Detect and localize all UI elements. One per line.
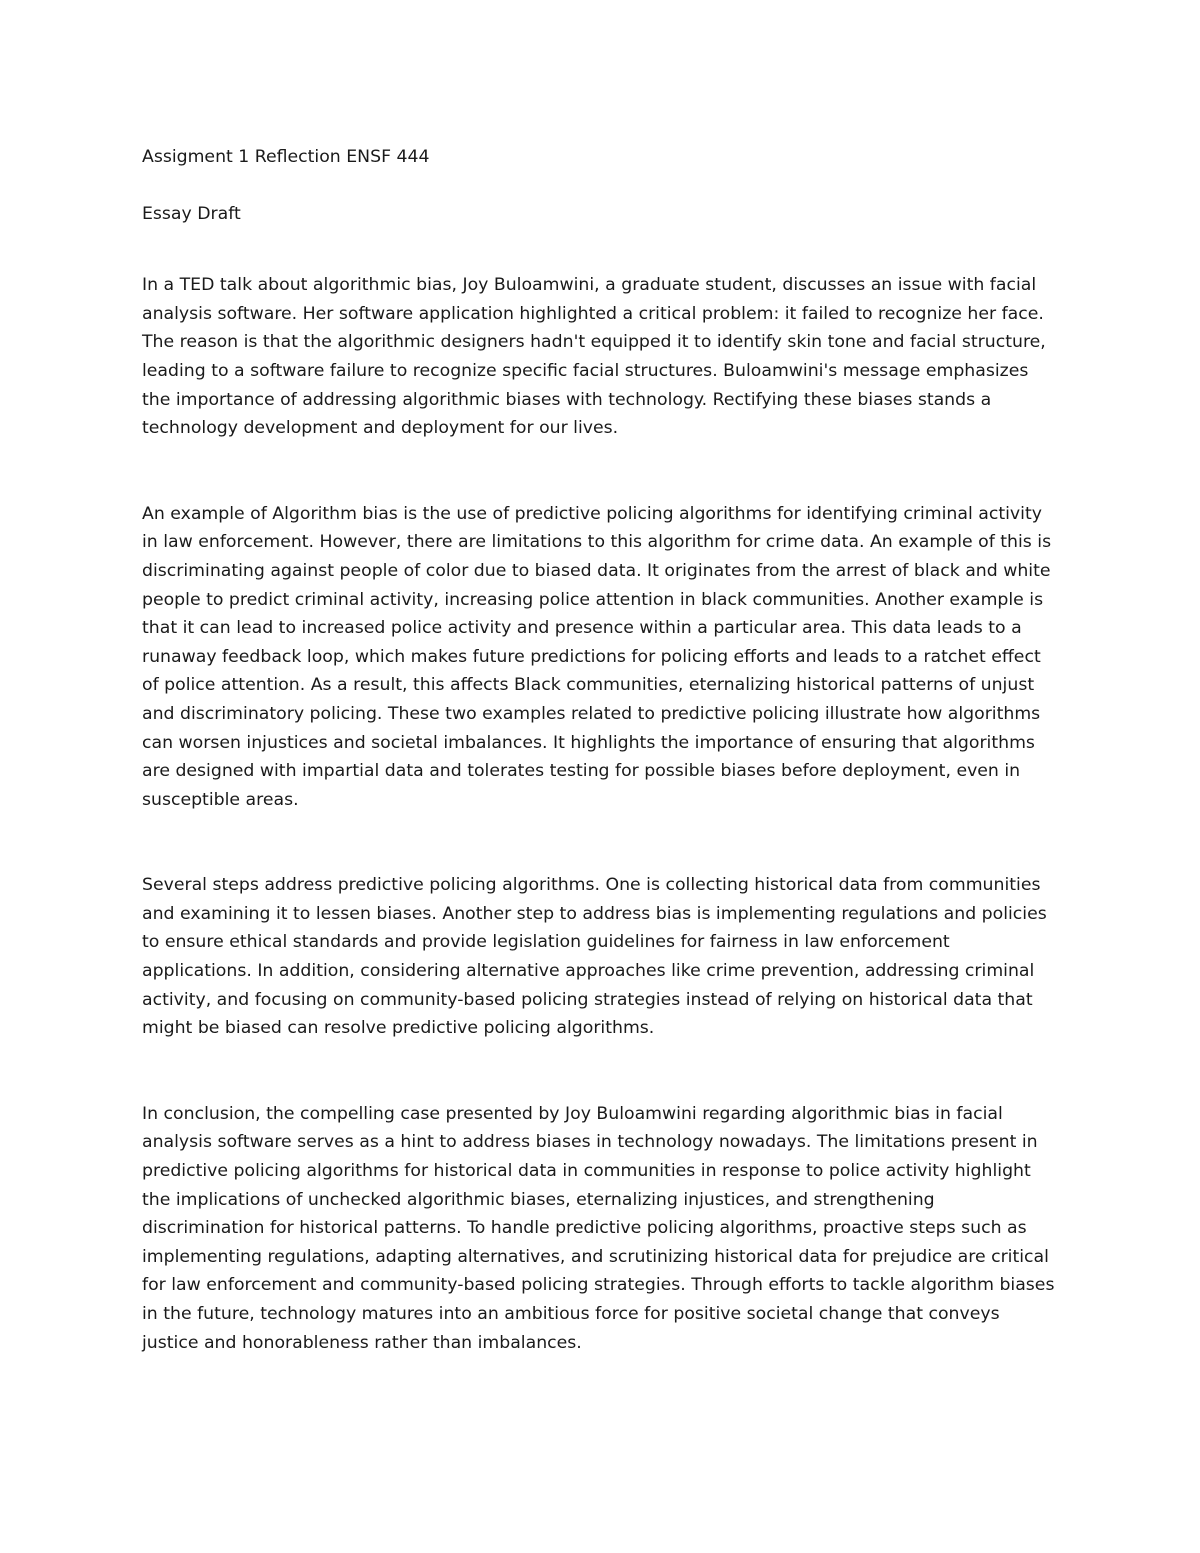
paragraph-line: and examining it to lessen biases. Another step to address bias is implementing regulations and policies	[142, 903, 1047, 924]
paragraph-line: the importance of addressing algorithmic biases with technology. Rectifying these biases stands a	[142, 389, 992, 410]
paragraph-introduction	[142, 271, 1062, 443]
paragraph-line: The reason is that the algorithmic designers hadn't equipped it to identify skin tone and facial structure,	[142, 332, 1046, 353]
paragraph-steps	[142, 871, 1062, 1043]
paragraph-line: the implications of unchecked algorithmic biases, eternalizing injustices, and strengthening	[142, 1189, 935, 1210]
paragraph-line: might be biased can resolve predictive policing algorithms.	[142, 1018, 655, 1039]
paragraph-line: analysis software. Her software application highlighted a critical problem: it failed to recognize her face.	[142, 303, 1044, 324]
paragraph-conclusion	[142, 1100, 1062, 1357]
paragraph-line: are designed with impartial data and tolerates testing for possible biases before deployment, even in	[142, 761, 1021, 782]
document-title: Assigment 1 Reflection ENSF 444	[142, 147, 430, 167]
paragraph-algorithm-bias-example	[142, 500, 1062, 815]
paragraph-line: discrimination for historical patterns. To handle predictive policing algorithms, proactive steps such as	[142, 1218, 1027, 1239]
paragraph-line: predictive policing algorithms for historical data in communities in response to police activity highlight	[142, 1161, 1031, 1182]
paragraph-line: can worsen injustices and societal imbalances. It highlights the importance of ensuring that algorithms	[142, 732, 1035, 753]
paragraph-line: in the future, technology matures into an ambitious force for positive societal change that conveys	[142, 1304, 1000, 1324]
paragraph-line: of police attention. As a result, this affects Black communities, eternalizing historical patterns of unjust	[142, 675, 1035, 696]
paragraph-line: discriminating against people of color due to biased data. It originates from the arrest of black and white	[142, 560, 1051, 581]
paragraph-line: applications. In addition, considering alternative approaches like crime prevention, addressing criminal	[142, 961, 1035, 982]
paragraph-line: leading to a software failure to recognize specific facial structures. Buloamwini's message emphasizes	[142, 360, 1029, 381]
paragraph-line: people to predict criminal activity, increasing police attention in black communities. Another example is	[142, 589, 1044, 610]
paragraph-line: and discriminatory policing. These two examples related to predictive policing illustrate how algorithms	[142, 703, 1041, 724]
paragraph-line: An example of Algorithm bias is the use of predictive policing algorithms for identifying criminal activity	[142, 503, 1042, 524]
paragraph-line: analysis software serves as a hint to address biases in technology nowadays. The limitations present in	[142, 1132, 1038, 1153]
paragraph-line: in law enforcement. However, there are limitations to this algorithm for crime data. An example of this is	[142, 532, 1052, 553]
paragraph-line: In conclusion, the compelling case presented by Joy Buloamwini regarding algorithmic bias in facial	[142, 1103, 1003, 1124]
paragraph-line: implementing regulations, adapting alternatives, and scrutinizing historical data for prejudice are critical	[142, 1246, 1049, 1267]
paragraph-line: Several steps address predictive policing algorithms. One is collecting historical data from communities	[142, 875, 1041, 896]
paragraph-line: In a TED talk about algorithmic bias, Joy Buloamwini, a graduate student, discusses an issue with facial	[142, 275, 1037, 296]
paragraph-line: runaway feedback loop, which makes future predictions for policing efforts and leads to a ratchet effect	[142, 646, 1041, 667]
paragraph-line: technology development and deployment for our lives.	[142, 418, 619, 439]
paragraph-line: for law enforcement and community-based policing strategies. Through efforts to tackle algorithm biases	[142, 1275, 1055, 1296]
document-subtitle: Essay Draft	[142, 203, 241, 224]
paragraph-line: that it can lead to increased police activity and presence within a particular area. This data leads to a	[142, 618, 1022, 639]
paragraph-line: justice and honorableness rather than imbalances.	[142, 1332, 582, 1353]
paragraph-line: activity, and focusing on community-based policing strategies instead of relying on historical data that	[142, 989, 1033, 1010]
document-body	[142, 143, 1062, 1357]
paragraph-line: to ensure ethical standards and provide legislation guidelines for fairness in law enforcement	[142, 932, 950, 953]
paragraph-line: susceptible areas.	[142, 789, 299, 810]
